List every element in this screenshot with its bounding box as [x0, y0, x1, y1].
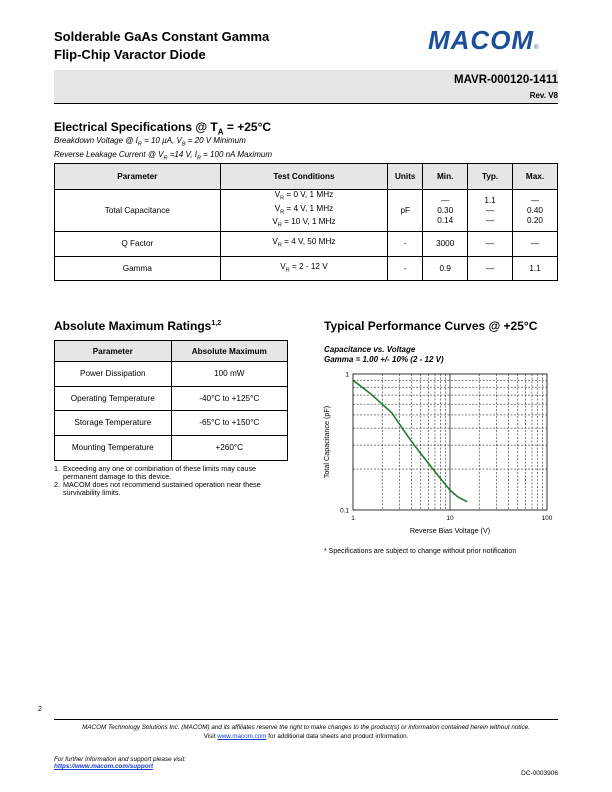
support-link[interactable]: https://www.macom.com/support [54, 763, 154, 770]
table-row [55, 436, 288, 461]
chart-title: Capacitance vs. Voltage [324, 345, 416, 354]
y-tick-label: 0.1 [339, 507, 349, 515]
title-line-1: Solderable GaAs Constant Gamma [54, 29, 270, 44]
macom-website-link[interactable]: www.macom.com [217, 733, 267, 740]
footer-rule [54, 719, 558, 720]
table-row [55, 257, 558, 281]
note-item: 2. MACOM does not recommend sustained operation near these survivability limits. [54, 480, 261, 497]
x-tick-label: 10 [446, 515, 454, 522]
registered-mark: ® [534, 45, 539, 51]
document-number: DC-0003906 [521, 770, 558, 777]
parameter-cell: Mounting Temperature [55, 436, 172, 461]
column-header: Max. [513, 164, 558, 190]
table-row [55, 411, 288, 436]
min-cell: 0.9 [423, 257, 468, 281]
conditions-cell: $V_R = 4$ V, 50 MHz [220, 232, 388, 257]
parameter-cell: Operating Temperature [55, 386, 172, 411]
column-header: Parameter [55, 341, 172, 362]
y-axis-label: Total Capacitance (pF) [322, 405, 331, 479]
performance-heading: Typical Performance Curves @ +25°C [324, 319, 538, 333]
y-tick-label: 1 [345, 371, 349, 379]
value-cell: -40°C to +125°C [171, 386, 287, 411]
parameter-cell: Storage Temperature [55, 411, 172, 436]
capacitance-vs-voltage-chart [320, 366, 560, 542]
typ-cell: — [468, 257, 513, 281]
value-cell: 100 mW [171, 362, 287, 387]
footer-visit-line: Visit www.macom.com for additional data sheets and product information. [203, 733, 409, 740]
spec-change-footnote: * Specifications are subject to change without prior notification [324, 548, 517, 555]
x-tick-label: 100 [541, 515, 553, 522]
parameter-cell: Power Dissipation [55, 362, 172, 387]
column-header: Units [388, 164, 423, 190]
typ-cell: 1.1 — — [468, 190, 513, 232]
max-cell: — 0.40 0.20 [513, 190, 558, 232]
column-header: Parameter [55, 164, 221, 190]
parameter-cell: Q Factor [55, 232, 221, 257]
breakdown-voltage-line: Breakdown Voltage @ $I_R = 10$ µA, $V_B = 20$ V Minimum [54, 136, 246, 148]
column-header: Test Conditions [220, 164, 388, 190]
max-cell: 1.1 [513, 257, 558, 281]
parameter-cell: Total Capacitance [55, 190, 221, 232]
max-cell: — [513, 232, 558, 257]
parameter-cell: Gamma [55, 257, 221, 281]
electrical-spec-table [54, 163, 558, 281]
typ-cell: — [468, 232, 513, 257]
min-cell: 3000 [423, 232, 468, 257]
title-line-2: Flip-Chip Varactor Diode [54, 47, 206, 62]
value-cell: +260°C [171, 436, 287, 461]
x-axis-label: Reverse Bias Voltage (V) [409, 526, 491, 535]
electrical-spec-heading: Electrical Specifications @ $T_A = +25^\circ C$ [54, 120, 272, 137]
value-cell: -65°C to +150°C [171, 411, 287, 436]
electrical-spec-subtitle [54, 136, 272, 163]
x-tick-label: 1 [351, 515, 355, 522]
absolute-max-table [54, 340, 288, 461]
part-number-band [54, 70, 558, 104]
table-row [55, 232, 558, 257]
table-row [55, 362, 288, 387]
table-row [55, 386, 288, 411]
part-number: MAVR-000120-1411 [454, 74, 558, 86]
units-cell: - [388, 232, 423, 257]
document-title [54, 29, 269, 62]
absolute-max-notes [54, 465, 294, 497]
table-row [55, 190, 558, 232]
page-number: 2 [38, 706, 42, 713]
macom-logo [428, 25, 539, 56]
logo-text: MACOM [428, 25, 535, 55]
chart-title-block [324, 345, 444, 364]
chart-subtitle: Gamma = 1.00 +/- 10% (2 - 12 V) [324, 354, 444, 364]
conditions-cell: $V_R = 2 - 12$ V [220, 257, 388, 281]
support-text: For further information and support please visit: [54, 756, 186, 763]
note-item: 1. Exceeding any one or combination of these limits may cause permanent damage to this device. [54, 464, 256, 481]
revision: Rev. V8 [529, 91, 558, 100]
table-header-row [55, 341, 288, 362]
column-header: Typ. [468, 164, 513, 190]
footer-disclaimer: MACOM Technology Solutions Inc. (MACOM) and its affiliates reserve the right to make changes to the product(s) or information contained herein without notice. [82, 724, 530, 731]
units-cell: pF [388, 190, 423, 232]
reverse-leakage-line: Reverse Leakage Current @ $V_R =14$ V, $I_R = 100$ nA Maximum [54, 149, 272, 162]
column-header: Min. [423, 164, 468, 190]
table-header-row [55, 164, 558, 190]
absolute-max-heading: Absolute Maximum Ratings$^{1,2}$ [54, 319, 222, 333]
column-header: Absolute Maximum [171, 341, 287, 362]
min-cell: — 0.30 0.14 [423, 190, 468, 232]
units-cell: - [388, 257, 423, 281]
conditions-cell: $V_R = 0$ V, 1 MHz $V_R = 4$ V, 1 MHz $V_R = 10$ V, 1 MHz [220, 190, 388, 232]
